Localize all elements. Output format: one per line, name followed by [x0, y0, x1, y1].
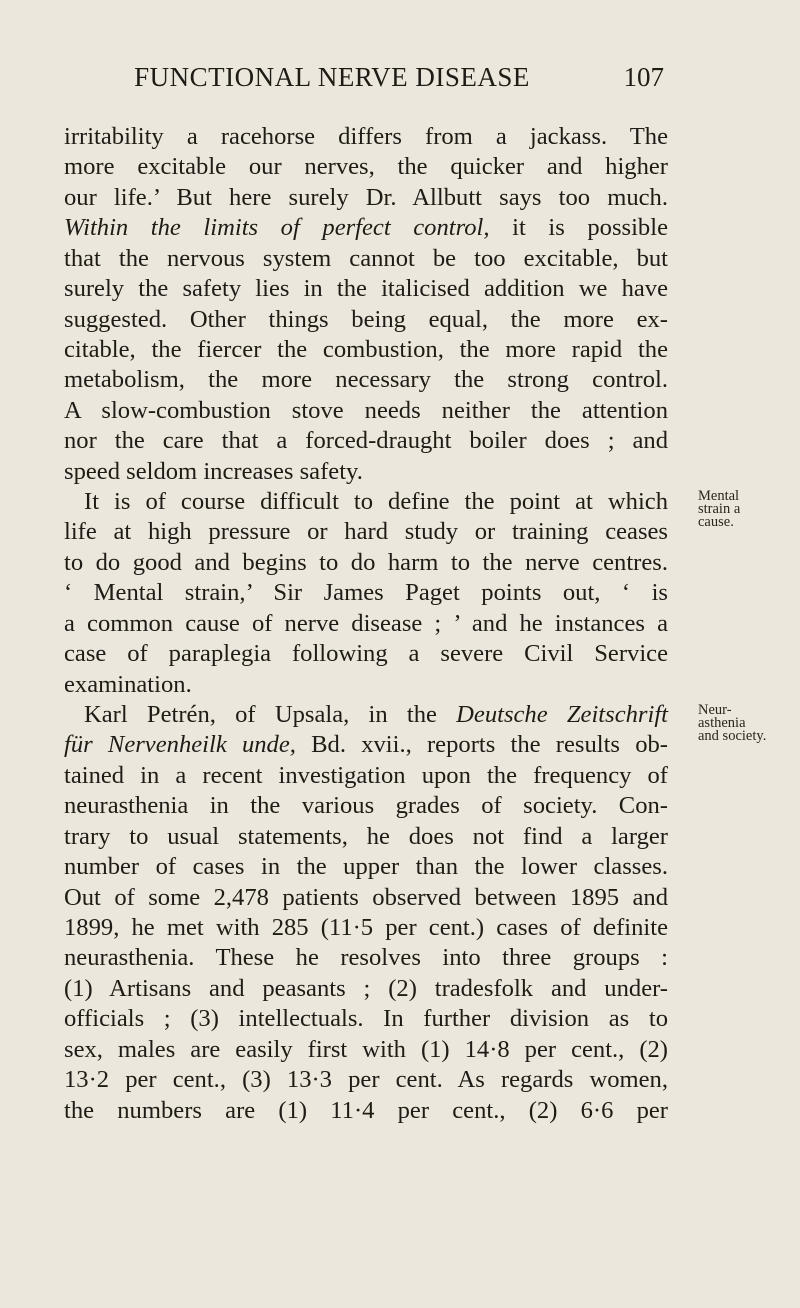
- text-line: für Nervenheilk unde, Bd. xvii., reports the results ob-: [64, 731, 668, 759]
- text-line: the numbers are (1) 11·4 per cent., (2) 6·6 per: [64, 1096, 668, 1124]
- text-line: A slow-combustion stove needs neither the attention: [64, 396, 668, 424]
- text-line: 13·2 per cent., (3) 13·3 per cent. As regards women,: [64, 1066, 668, 1094]
- italic-phrase: Within the limits of perfect control,: [64, 214, 490, 242]
- text-line: sex, males are easily first with (1) 14·8 per cent., (2): [64, 1035, 668, 1063]
- text-line: Out of some 2,478 patients observed between 1895 and: [64, 883, 668, 911]
- page-number: 107: [623, 62, 664, 92]
- text-line: speed seldom increases safety.: [64, 457, 363, 485]
- text-line: surely the safety lies in the italicised addition we have: [64, 275, 668, 303]
- text-line: nor the care that a forced-draught boiler does ; and: [64, 427, 668, 455]
- text-line: tained in a recent investigation upon the frequency of: [64, 761, 668, 789]
- text-line: case of paraplegia following a severe Civil Service: [64, 640, 668, 668]
- text-line: our life.’ But here surely Dr. Allbutt says too much.: [64, 183, 668, 211]
- running-title: FUNCTIONAL NERVE DISEASE: [134, 62, 530, 92]
- marginal-note-mental-strain: Mental strain a cause.: [698, 488, 741, 530]
- text-line: neurasthenia. These he resolves into three groups :: [64, 944, 668, 972]
- text-line: metabolism, the more necessary the strong control.: [64, 366, 668, 394]
- text-line: Karl Petrén, of Upsala, in the Deutsche Zeitschrift: [84, 701, 668, 729]
- text-line: It is of course difficult to define the point at which: [84, 488, 668, 516]
- text-line: irritability a racehorse differs from a jackass. The: [64, 123, 668, 150]
- text-line: more excitable our nerves, the quicker and higher: [64, 153, 668, 181]
- italic-phrase: Deutsche Zeitschrift: [456, 701, 668, 729]
- text-line: to do good and begins to do harm to the nerve centres.: [64, 548, 668, 576]
- text-line: suggested. Other things being equal, the more ex-: [64, 305, 668, 333]
- text-line: ‘ Mental strain,’ Sir James Paget points out, ‘ is: [64, 579, 668, 607]
- text-line: neurasthenia in the various grades of society. Con-: [64, 792, 668, 820]
- running-head: [64, 62, 664, 98]
- text-line: 1899, he met with 285 (11·5 per cent.) cases of definite: [64, 913, 668, 941]
- text-line: life at high pressure or hard study or training ceases: [64, 518, 668, 546]
- text-line: trary to usual statements, he does not find a larger: [64, 822, 668, 850]
- text-line: officials ; (3) intellectuals. In further division as to: [64, 1005, 668, 1033]
- italic-phrase: für Nervenheilk unde,: [64, 731, 296, 759]
- text-line: citable, the fiercer the combustion, the more rapid the: [64, 335, 668, 363]
- text-line: number of cases in the upper than the lower classes.: [64, 853, 668, 881]
- text-line: examination.: [64, 670, 192, 698]
- text-line: that the nervous system cannot be too excitable, but: [64, 244, 668, 272]
- text-line: (1) Artisans and peasants ; (2) tradesfolk and under-: [64, 974, 668, 1002]
- text-line: a common cause of nerve disease ; ’ and he instances a: [64, 609, 668, 637]
- text-line: Within the limits of perfect control, it is possible: [64, 214, 668, 242]
- marginal-note-neurasthenia: Neur- asthenia and society.: [698, 702, 767, 744]
- body-text: [64, 122, 668, 1126]
